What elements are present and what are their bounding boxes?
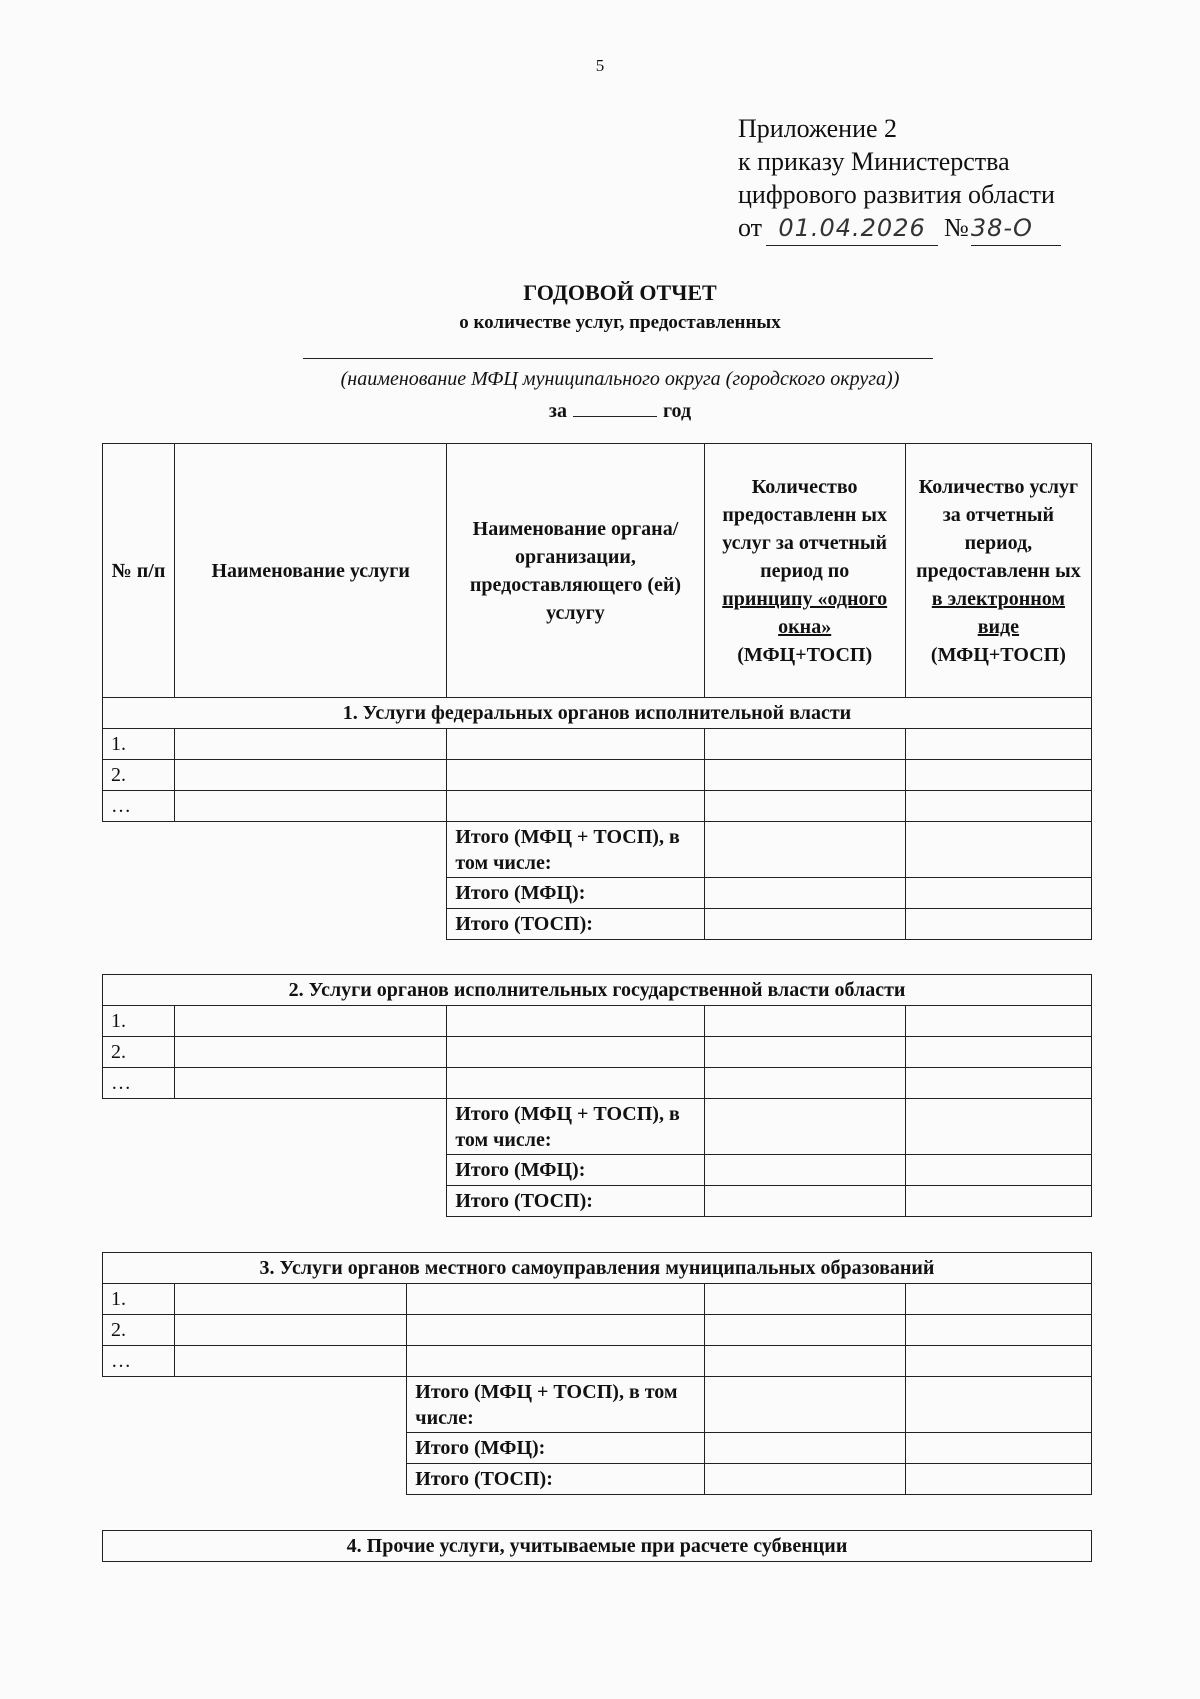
total-mfc-one-window[interactable] (704, 878, 905, 909)
electronic-count-cell[interactable] (905, 1315, 1091, 1346)
row-number: 2. (103, 1315, 175, 1346)
one-window-count-cell[interactable] (704, 1346, 905, 1377)
total-all-one-window[interactable] (704, 822, 905, 878)
service-name-cell[interactable] (175, 791, 447, 822)
row-number: … (103, 1068, 175, 1099)
report-table-section-3 (102, 1252, 1092, 1495)
total-mfc-label: Итого (МФЦ): (447, 1155, 704, 1186)
section-3-title: 3. Услуги органов местного самоуправления муниципальных образований (103, 1253, 1092, 1284)
mfc-name-caption: (наименование МФЦ муниципального округа (городского округа)) (340, 368, 900, 390)
blank-cell (103, 1099, 175, 1155)
electronic-count-cell[interactable] (905, 1284, 1091, 1315)
header-one-window-scope: (МФЦ+ТОСП) (737, 643, 873, 666)
organ-name-cell[interactable] (447, 760, 704, 791)
blank-cell (103, 1464, 175, 1495)
section-title-row (103, 698, 1092, 729)
report-table-section-2 (102, 974, 1092, 1217)
table-row (103, 1006, 1092, 1037)
total-row (103, 822, 1092, 878)
table-row (103, 1284, 1092, 1315)
blank-cell (175, 909, 447, 940)
appendix-date-line (738, 211, 1061, 246)
one-window-count-cell[interactable] (704, 1284, 905, 1315)
total-row (103, 1433, 1092, 1464)
organ-name-cell[interactable] (407, 1315, 704, 1346)
total-tosp-electronic[interactable] (905, 909, 1091, 940)
header-service-name: Наименование услуги (175, 444, 447, 698)
section-1-title: 1. Услуги федеральных органов исполнительной власти (103, 698, 1092, 729)
total-row (103, 1464, 1092, 1495)
organ-name-cell[interactable] (407, 1346, 704, 1377)
total-all-electronic[interactable] (905, 822, 1091, 878)
mfc-name-blank-line (303, 358, 933, 359)
year-prefix: за (548, 400, 567, 422)
header-one-window-text: Количество предоставленн ых услуг за отчетный период по (722, 475, 888, 582)
number-prefix: № (944, 213, 969, 242)
year-blank (573, 398, 657, 417)
blank-cell (103, 909, 175, 940)
total-mfc-electronic[interactable] (905, 1155, 1091, 1186)
table-row (103, 729, 1092, 760)
row-number: 2. (103, 1037, 175, 1068)
row-number: 2. (103, 760, 175, 791)
total-tosp-one-window[interactable] (704, 909, 905, 940)
total-tosp-label: Итого (ТОСП): (447, 1186, 704, 1217)
blank-cell (103, 1155, 175, 1186)
report-table-section-1 (102, 443, 1092, 940)
table-row (103, 791, 1092, 822)
blank-cell (175, 878, 447, 909)
appendix-line-1: Приложение 2 (738, 114, 898, 143)
page-number: 5 (595, 56, 605, 75)
organ-name-cell[interactable] (447, 791, 704, 822)
service-name-cell[interactable] (175, 1006, 447, 1037)
total-mfc-electronic[interactable] (905, 1433, 1091, 1464)
order-number: 38-О (971, 212, 1061, 246)
row-number: 1. (103, 1284, 175, 1315)
total-row (103, 1099, 1092, 1155)
header-electronic-scope: (МФЦ+ТОСП) (930, 643, 1066, 666)
one-window-count-cell[interactable] (704, 1006, 905, 1037)
blank-cell (175, 1155, 447, 1186)
total-all-label: Итого (МФЦ + ТОСП), в том числе: (447, 822, 704, 878)
table-header-row (103, 444, 1092, 698)
appendix-line-2: к приказу Министерства (738, 147, 1010, 176)
row-number: … (103, 1346, 175, 1377)
blank-cell (103, 1377, 175, 1433)
total-all-electronic[interactable] (905, 1099, 1091, 1155)
row-number: 1. (103, 1006, 175, 1037)
electronic-count-cell[interactable] (905, 760, 1091, 791)
header-organ-name: Наименование органа/ организации, предоставляющего (ей) услугу (447, 444, 704, 698)
blank-cell (103, 1186, 175, 1217)
service-name-cell[interactable] (175, 1346, 407, 1377)
table-row (103, 1346, 1092, 1377)
section-4-title: 4. Прочие услуги, учитываемые при расчете субвенции (103, 1531, 1092, 1562)
order-date: 01.04.2026 (766, 212, 938, 246)
blank-cell (175, 1099, 447, 1155)
total-all-one-window[interactable] (704, 1099, 905, 1155)
service-name-cell[interactable] (175, 760, 447, 791)
section-2-title: 2. Услуги органов исполнительных государственной власти области (103, 975, 1092, 1006)
total-mfc-label: Итого (МФЦ): (407, 1433, 704, 1464)
blank-cell (103, 1433, 175, 1464)
total-row (103, 878, 1092, 909)
one-window-count-cell[interactable] (704, 760, 905, 791)
total-mfc-label: Итого (МФЦ): (447, 878, 704, 909)
appendix-block (738, 112, 1061, 246)
report-subtitle: о количестве услуг, предоставленных (459, 312, 781, 333)
total-mfc-one-window[interactable] (704, 1155, 905, 1186)
section-title-row (103, 975, 1092, 1006)
one-window-count-cell[interactable] (704, 1068, 905, 1099)
header-one-window-principle: принципу «одного окна» (722, 587, 888, 638)
electronic-count-cell[interactable] (905, 1346, 1091, 1377)
blank-cell (175, 1186, 447, 1217)
total-tosp-label: Итого (ТОСП): (407, 1464, 704, 1495)
report-title: ГОДОВОЙ ОТЧЕТ (523, 280, 717, 305)
table-row (103, 1315, 1092, 1346)
blank-cell (175, 1433, 407, 1464)
total-tosp-electronic[interactable] (905, 1186, 1091, 1217)
report-year-line (0, 398, 1200, 423)
report-table-section-4 (102, 1530, 1092, 1562)
header-electronic-count (905, 444, 1091, 698)
year-suffix: год (662, 400, 692, 422)
organ-name-cell[interactable] (447, 729, 704, 760)
total-tosp-one-window[interactable] (704, 1186, 905, 1217)
blank-cell (175, 1377, 407, 1433)
electronic-count-cell[interactable] (905, 1068, 1091, 1099)
header-electronic-text: Количество услуг за отчетный период, предоставленн ых (916, 475, 1081, 582)
total-tosp-one-window[interactable] (704, 1464, 905, 1495)
section-title-row (103, 1531, 1092, 1562)
header-one-window-count (704, 444, 905, 698)
appendix-line-3: цифрового развития области (738, 180, 1055, 209)
total-all-one-window[interactable] (704, 1377, 905, 1433)
organ-name-cell[interactable] (447, 1037, 704, 1068)
total-all-label: Итого (МФЦ + ТОСП), в том числе: (407, 1377, 704, 1433)
service-name-cell[interactable] (175, 1037, 447, 1068)
table-row (103, 1068, 1092, 1099)
table-row (103, 1037, 1092, 1068)
organ-name-cell[interactable] (447, 1006, 704, 1037)
total-mfc-electronic[interactable] (905, 878, 1091, 909)
service-name-cell[interactable] (175, 1315, 407, 1346)
service-name-cell[interactable] (175, 1068, 447, 1099)
blank-cell (175, 1464, 407, 1495)
section-title-row (103, 1253, 1092, 1284)
electronic-count-cell[interactable] (905, 1006, 1091, 1037)
service-name-cell[interactable] (175, 729, 447, 760)
electronic-count-cell[interactable] (905, 729, 1091, 760)
one-window-count-cell[interactable] (704, 791, 905, 822)
blank-cell (103, 878, 175, 909)
table-row (103, 760, 1092, 791)
header-electronic-form: в электронном виде (931, 587, 1065, 638)
blank-cell (103, 822, 175, 878)
header-number: № п/п (103, 444, 175, 698)
row-number: 1. (103, 729, 175, 760)
total-mfc-one-window[interactable] (704, 1433, 905, 1464)
organ-name-cell[interactable] (407, 1284, 704, 1315)
total-all-electronic[interactable] (905, 1377, 1091, 1433)
total-all-label: Итого (МФЦ + ТОСП), в том числе: (447, 1099, 704, 1155)
service-name-cell[interactable] (175, 1284, 407, 1315)
total-tosp-electronic[interactable] (905, 1464, 1091, 1495)
one-window-count-cell[interactable] (704, 1037, 905, 1068)
blank-cell (175, 822, 447, 878)
one-window-count-cell[interactable] (704, 729, 905, 760)
one-window-count-cell[interactable] (704, 1315, 905, 1346)
total-row (103, 1186, 1092, 1217)
total-row (103, 909, 1092, 940)
organ-name-cell[interactable] (447, 1068, 704, 1099)
date-prefix: от (738, 213, 763, 242)
row-number: … (103, 791, 175, 822)
electronic-count-cell[interactable] (905, 1037, 1091, 1068)
total-row (103, 1155, 1092, 1186)
total-tosp-label: Итого (ТОСП): (447, 909, 704, 940)
total-row (103, 1377, 1092, 1433)
electronic-count-cell[interactable] (905, 791, 1091, 822)
